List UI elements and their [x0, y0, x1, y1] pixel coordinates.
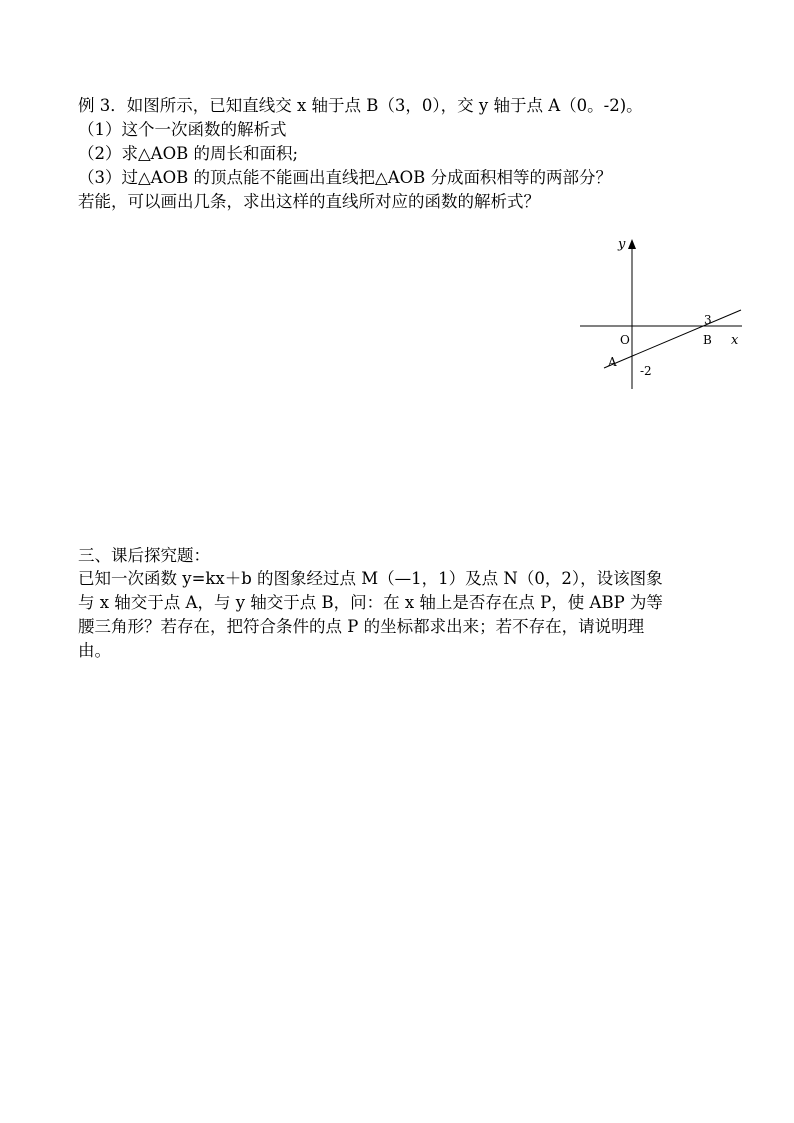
question-3: （3）过△AOB 的顶点能不能画出直线把△AOB 分成面积相等的两部分？	[78, 168, 613, 187]
question-2: （2）求△AOB 的周长和面积;	[78, 144, 299, 163]
problem-line-4: 由。	[78, 641, 111, 660]
origin-label: O	[620, 333, 630, 347]
tick-x-label: 3	[704, 313, 712, 327]
problem-line-1: 已知一次函数 y=kx＋b 的图象经过点 M（—1，1）及点 N（0，2），设该图象	[78, 569, 663, 588]
y-axis-label: y	[618, 237, 626, 252]
question-3-continued: 若能，可以画出几条，求出这样的直线所对应的函数的解析式？	[78, 192, 540, 211]
point-a-label: A	[608, 355, 617, 369]
problem-line-3: 腰三角形？若存在，把符合条件的点 P 的坐标都求出来；若不存在，请说明理	[78, 617, 645, 636]
point-b-label: B	[703, 333, 712, 347]
problem-line-2: 与 x 轴交于点 A，与 y 轴交于点 B，问：在 x 轴上是否存在点 P，使 ABP 为等	[78, 593, 663, 612]
x-axis-label: x	[731, 333, 739, 348]
y-axis-arrow	[628, 239, 636, 249]
section-heading: 三、课后探究题：	[78, 546, 210, 565]
tick-y-label: -2	[640, 364, 652, 378]
example-3-intro: 例 3．如图所示，已知直线交 x 轴于点 B（3，0），交 y 轴于点 A（0。-2)。	[78, 96, 643, 115]
coordinate-graph	[578, 234, 748, 394]
question-1: （1）这个一次函数的解析式	[78, 120, 287, 139]
